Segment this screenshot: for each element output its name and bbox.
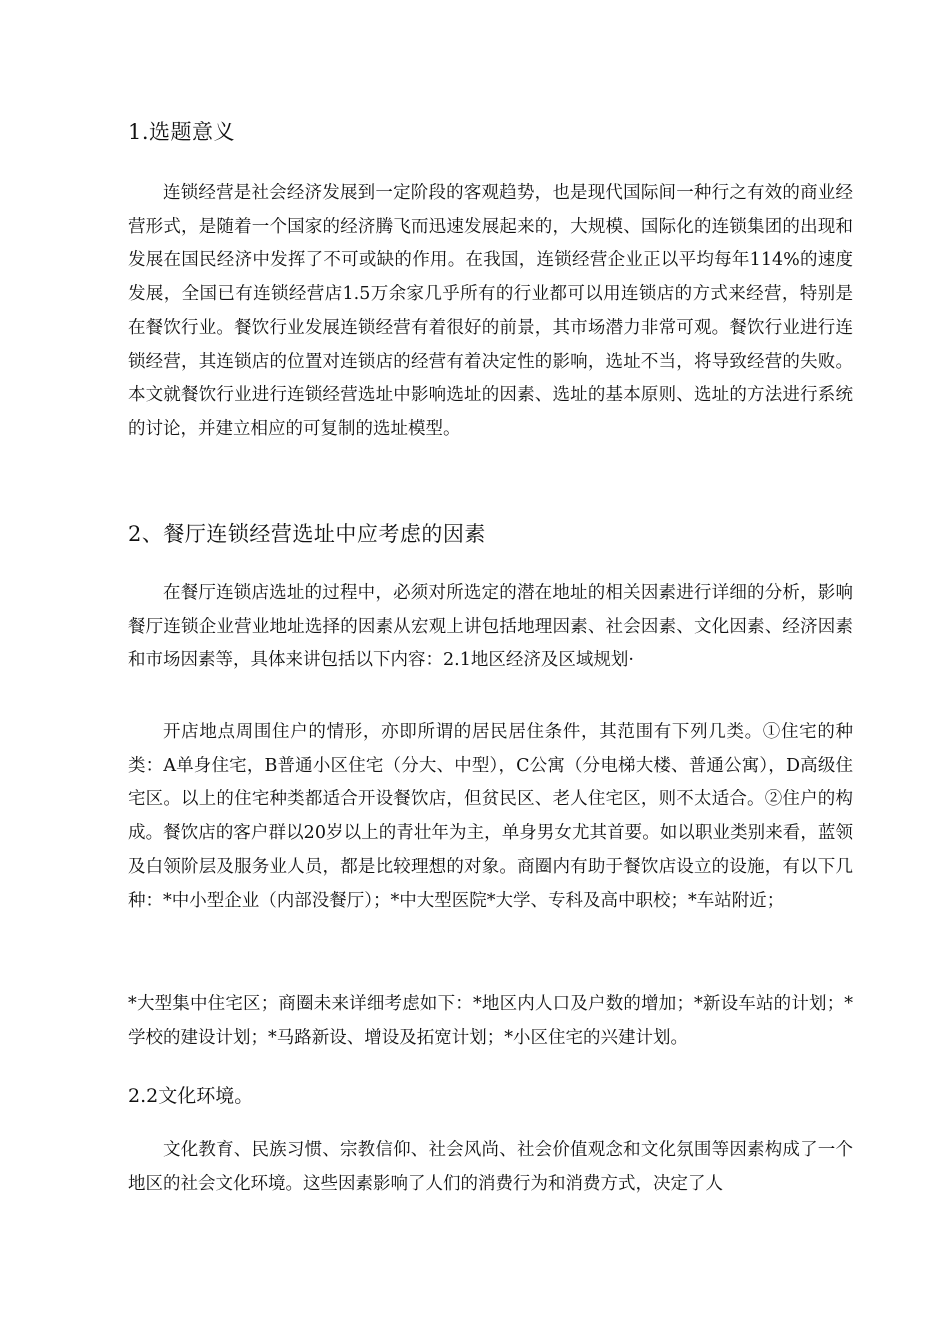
section-2-2-heading: 2.2文化环境。: [128, 1085, 254, 1107]
section-2-2-paragraph: 文化教育、民族习惯、宗教信仰、社会风尚、社会价值观念和文化氛围等因素构成了一个地区的社会文化环境。这些因素影响了人们的消费行为和消费方式，决定了人: [128, 1140, 853, 1194]
section-1-paragraph: 连锁经营是社会经济发展到一定阶段的客观趋势，也是现代国际间一种行之有效的商业经营形式，是随着一个国家的经济腾飞而迅速发展起来的，大规模、国际化的连锁集团的出现和发展在国民经济中发挥了不可或缺的作用。在我国，连锁经营企业正以平均每年114%的速度发展，全国已有连锁经营店1.5万余家几乎所有的行业都可以用连锁店的方式来经营，特别是在餐饮行业。餐饮行业发展连锁经营有着很好的前景，其市场潜力非常可观。餐饮行业进行连锁经营，其连锁店的位置对连锁店的经营有着决定性的影响，选址不当，将导致经营的失败。本文就餐饮行业进行连锁经营选址中影响选址的因素、选址的基本原则、选址的方法进行系统的讨论，并建立相应的可复制的选址模型。: [128, 183, 853, 439]
section-2-paragraph-3: *大型集中住宅区；商圈未来详细考虑如下：*地区内人口及户数的增加；*新设车站的计划；*学校的建设计划；*马路新设、增设及拓宽计划；*小区住宅的兴建计划。: [128, 994, 853, 1048]
section-1-heading: 1.选题意义: [128, 120, 236, 144]
section-2-paragraph-1: 在餐厅连锁店选址的过程中，必须对所选定的潜在地址的相关因素进行详细的分析，影响餐厅连锁企业营业地址选择的因素从宏观上讲包括地理因素、社会因素、文化因素、经济因素和市场因素等，具体来讲包括以下内容：2.1地区经济及区域规划·: [128, 583, 853, 671]
section-2-heading: 2、餐厅连锁经营选址中应考虑的因素: [128, 522, 486, 546]
section-2-paragraph-2: 开店地点周围住户的情形，亦即所谓的居民居住条件，其范围有下列几类。①住宅的种类：A单身住宅，B普通小区住宅（分大、中型），C公寓（分电梯大楼、普通公寓），D高级住宅区。以上的住宅种类都适合开设餐饮店，但贫民区、老人住宅区，则不太适合。②住户的构成。餐饮店的客户群以20岁以上的青壮年为主，单身男女尤其首要。如以职业类别来看，蓝领及白领阶层及服务业人员，都是比较理想的对象。商圈内有助于餐饮店设立的设施，有以下几种：*中小型企业（内部没餐厅）；*中大型医院*大学、专科及高中职校；*车站附近；: [128, 722, 853, 911]
